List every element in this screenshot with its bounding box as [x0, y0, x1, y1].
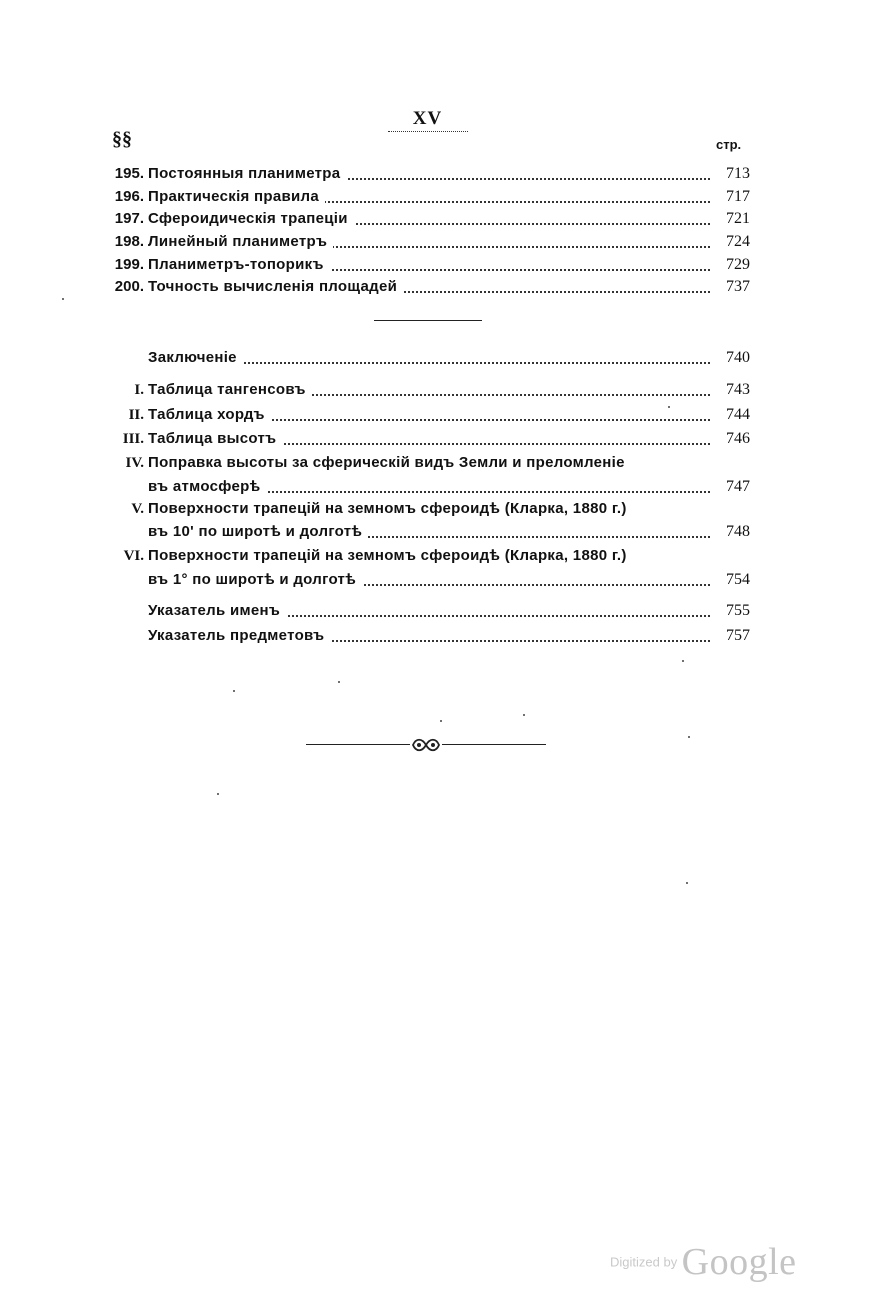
- entry-page: 721: [726, 210, 750, 227]
- entry-number: I.: [134, 382, 144, 398]
- entry-page: 757: [726, 627, 750, 644]
- entry-page: 724: [726, 233, 750, 250]
- section-divider: [374, 320, 482, 321]
- digitized-by-text: Digitized by: [610, 1254, 678, 1270]
- scan-speck: [668, 406, 670, 408]
- digitized-watermark: [610, 1240, 797, 1284]
- entry-title: Таблица тангенсовъ: [148, 381, 312, 398]
- entry-number: 197.: [114, 210, 144, 227]
- toc-entry: [104, 276, 750, 298]
- entry-number: 199.: [114, 256, 144, 273]
- toc-entry-appendix: [104, 379, 750, 401]
- entry-title: Указатель именъ: [148, 602, 286, 619]
- toc-entry-appendix: [104, 545, 750, 567]
- entry-page: 740: [726, 349, 750, 366]
- entry-page: 717: [726, 188, 750, 205]
- entry-page: 729: [726, 256, 750, 273]
- toc-entry-continuation: [104, 476, 750, 498]
- entry-page: 743: [726, 381, 750, 398]
- scan-speck: [686, 882, 688, 884]
- page-column-header: стр.: [716, 137, 742, 152]
- toc-entry-conclusion: [104, 347, 750, 369]
- entry-page: 744: [726, 406, 750, 423]
- entry-page: 737: [726, 278, 750, 295]
- entry-title: Указатель предметовъ: [148, 627, 330, 644]
- entry-title: Поправка высоты за сферическій видъ Земли и преломленіе: [148, 454, 631, 471]
- entry-number: V.: [131, 501, 144, 517]
- toc-entry-appendix: [104, 498, 750, 520]
- entry-number: 200.: [114, 278, 144, 295]
- toc-entry: [104, 254, 750, 276]
- toc-entry-index: [104, 625, 750, 647]
- entry-number: 198.: [114, 233, 144, 250]
- scan-speck: [523, 714, 525, 716]
- entry-number: 196.: [114, 188, 144, 205]
- entry-title: Планиметръ-топорикъ: [148, 256, 330, 273]
- entry-number: 195.: [114, 165, 144, 182]
- ornament-rule-right: [442, 744, 546, 745]
- toc-entry-appendix: [104, 428, 750, 450]
- toc-entry: [104, 163, 750, 185]
- end-ornament: [306, 735, 546, 755]
- entry-title: Таблица хордъ: [148, 406, 271, 423]
- page-number-underline: [388, 131, 468, 132]
- entry-title: Линейный планиметръ: [148, 233, 333, 250]
- toc-entry-index: [104, 600, 750, 622]
- ornament-rule-left: [306, 744, 410, 745]
- entry-page: 746: [726, 430, 750, 447]
- entry-title: Точность вычисленія площадей: [148, 278, 403, 295]
- scan-speck: [233, 690, 235, 692]
- toc-entry: [104, 186, 750, 208]
- toc-entry-continuation: [104, 521, 750, 543]
- entry-page: 755: [726, 602, 750, 619]
- entry-title-continuation: въ 10' по широтѣ и долготѣ: [148, 523, 368, 540]
- scan-speck: [338, 681, 340, 683]
- entry-page: 748: [726, 523, 750, 540]
- entry-number: IV.: [125, 455, 144, 471]
- entry-page: 713: [726, 165, 750, 182]
- toc-entry-appendix: [104, 452, 750, 474]
- toc-entry-continuation: [104, 569, 750, 591]
- section-mark-header: §§: [112, 128, 132, 150]
- toc-entry: [104, 208, 750, 230]
- entry-title: Заключеніе: [148, 349, 243, 366]
- scan-speck: [440, 720, 442, 722]
- roman-page-number: XV: [412, 108, 443, 129]
- entry-title-continuation: въ 1° по широтѣ и долготѣ: [148, 571, 362, 588]
- toc-entry: [104, 231, 750, 253]
- entry-title: Практическія правила: [148, 188, 325, 205]
- google-logo: Google: [681, 1241, 797, 1283]
- scan-speck: [62, 298, 64, 300]
- entry-title-continuation: въ атмосферѣ: [148, 478, 266, 495]
- entry-title: Сфероидическія трапеціи: [148, 210, 354, 227]
- entry-title: Поверхности трапецій на земномъ сфероидѣ (Кларка, 1880 г.): [148, 547, 633, 564]
- toc-entry-appendix: [104, 404, 750, 426]
- entry-page: 747: [726, 478, 750, 495]
- entry-page: 754: [726, 571, 750, 588]
- scan-speck: [682, 660, 684, 662]
- entry-number: III.: [122, 431, 144, 447]
- entry-number: II.: [128, 407, 144, 423]
- scan-speck: [688, 736, 690, 738]
- scan-speck: [217, 793, 219, 795]
- ornament-knot-icon: [410, 736, 442, 754]
- entry-number: VI.: [123, 548, 144, 564]
- entry-title: Поверхности трапецій на земномъ сфероидѣ (Кларка, 1880 г.): [148, 500, 633, 517]
- entry-title: Таблица высотъ: [148, 430, 282, 447]
- entry-title: Постоянныя планиметра: [148, 165, 346, 182]
